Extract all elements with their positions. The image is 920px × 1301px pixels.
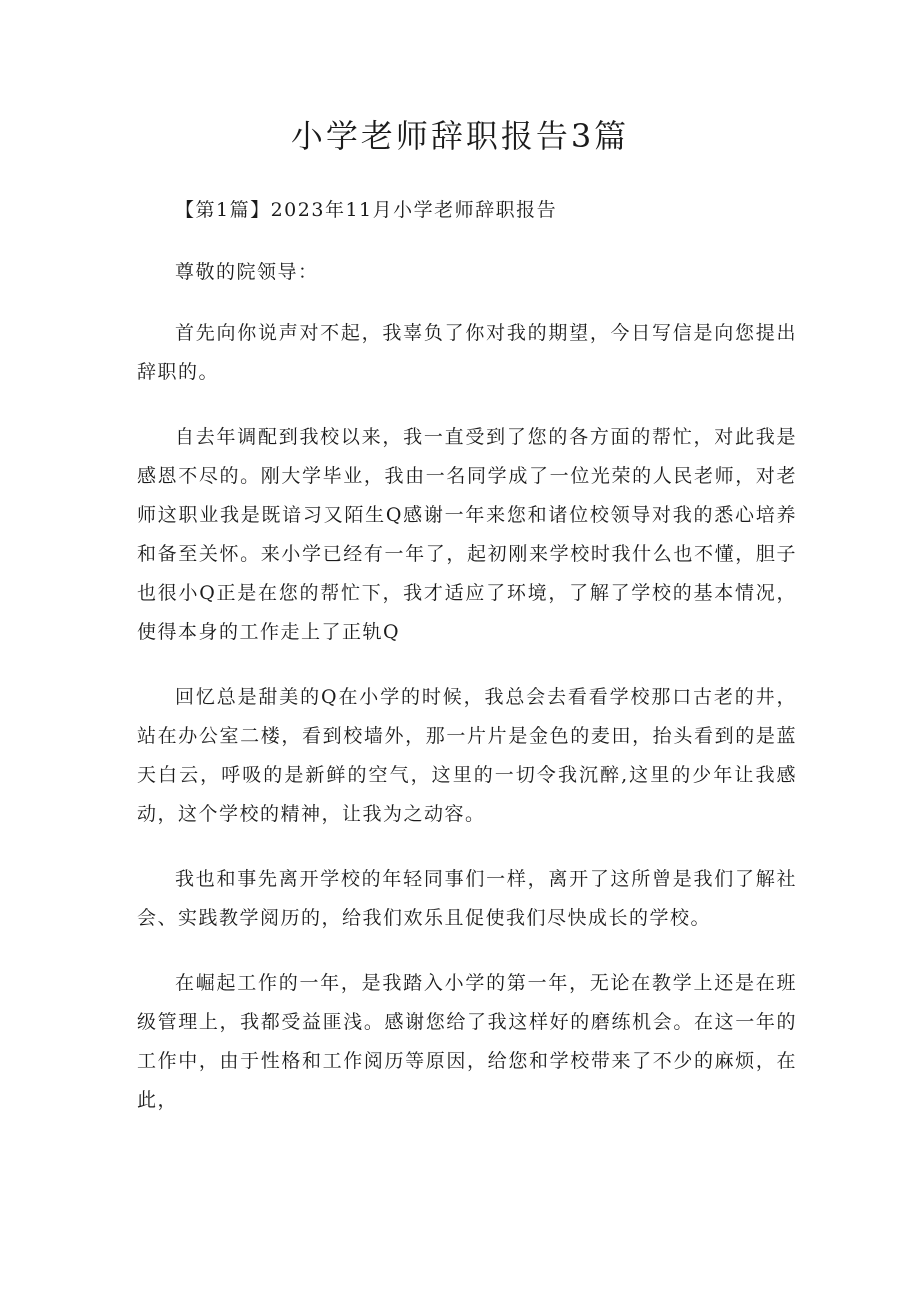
document-title: 小学老师辞职报告3篇 bbox=[290, 117, 630, 155]
salutation: 尊敬的院领导： bbox=[175, 261, 319, 283]
paragraph-apology: 首先向你说声对不起，我辜负了你对我的期望，今日写信是向您提出辞职的。 bbox=[137, 322, 797, 383]
paragraph-gratitude: 自去年调配到我校以来，我一直受到了您的各方面的帮忙，对此我是感恩不尽的。刚大学毕业，我由一名同学成了一位光荣的人民老师，对老师这职业我是既谙习又陌生Q感谢一年来您和诸位校领导对我的悉心培养和备至关怀。来小学已经有一年了，起初刚来学校时我什么也不懂，胆子也很小Q正是在您的帮忙下，我才适应了环境，了解了学校的基本情况，使得本身的工作走上了正轨Q bbox=[137, 426, 797, 643]
paragraph-memories: 回忆总是甜美的Q在小学的时候，我总会去看看学校那口古老的井，站在办公室二楼，看到校墙外，那一片片是金色的麦田，抬头看到的是蓝天白云，呼吸的是新鲜的空气，这里的一切令我沉醉,这里的少年让我感动，这个学校的精神，让我为之动容。 bbox=[137, 686, 797, 825]
paragraph-leaving: 我也和事先离开学校的年轻同事们一样，离开了这所曾是我们了解社会、实践教学阅历的，给我们欢乐且促使我们尽快成长的学校。 bbox=[137, 868, 797, 929]
section-heading: 【第1篇】2023年11月小学老师辞职报告 bbox=[175, 199, 558, 221]
paragraph-first-year: 在崛起工作的一年，是我踏入小学的第一年，无论在教学上还是在班级管理上，我都受益匪浅。感谢您给了我这样好的磨练机会。在这一年的工作中，由于性格和工作阅历等原因，给您和学校带来了不少的麻烦，在此， bbox=[137, 972, 797, 1111]
document-body bbox=[137, 190, 797, 1146]
